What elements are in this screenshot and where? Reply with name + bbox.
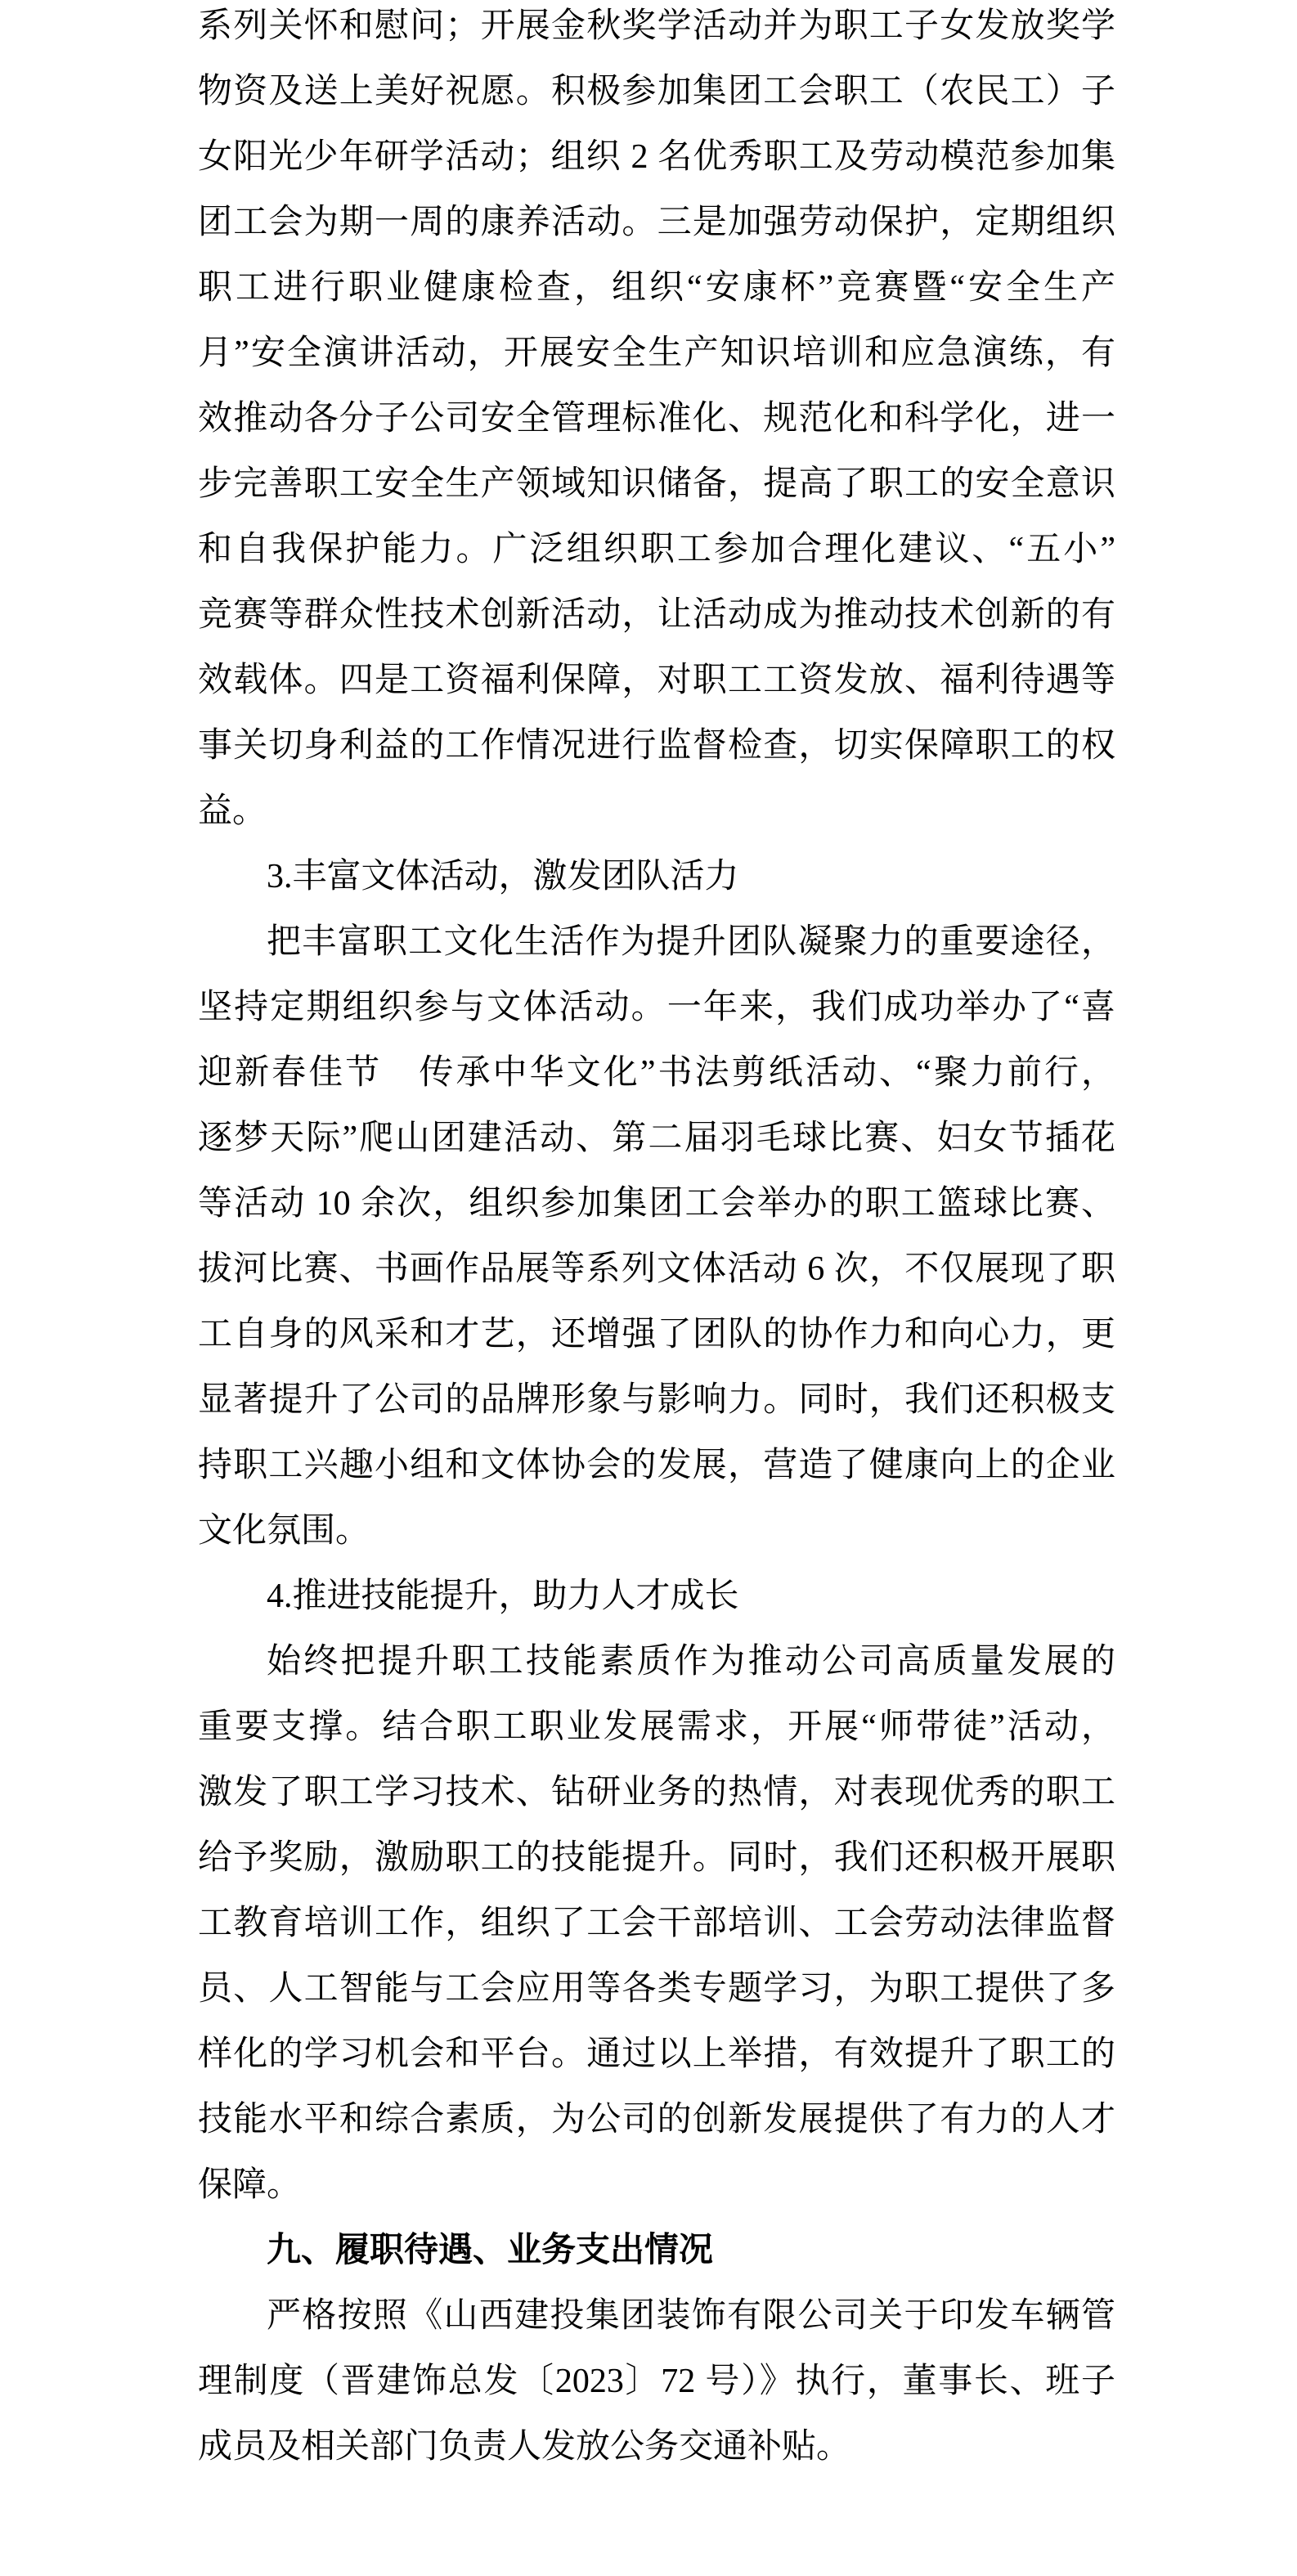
text-line: 激发了职工学习技术、钻研业务的热情，对表现优秀的职工 — [198, 1774, 1115, 1811]
text-line: 持职工兴趣小组和文体协会的发展，营造了健康向上的企业 — [198, 1447, 1115, 1484]
text-line: 拔河比赛、书画作品展等系列文体活动 6 次，不仅展现了职 — [198, 1250, 1115, 1288]
text-line: 员、人工智能与工会应用等各类专题学习，为职工提供了多 — [198, 1970, 1115, 2008]
text-line: 给予奖励，激励职工的技能提升。同时，我们还积极开展职 — [198, 1839, 1115, 1877]
text-line: 坚持定期组织参与文体活动。一年来，我们成功举办了“喜 — [198, 989, 1115, 1026]
section-heading: 九、履职待遇、业务支出情况 — [267, 2232, 714, 2269]
text-line: 效推动各分子公司安全管理标准化、规范化和科学化，进一 — [198, 400, 1115, 438]
text-line: 步完善职工安全生产领域知识储备，提高了职工的安全意识 — [198, 465, 1115, 503]
text-line: 益。 — [198, 792, 267, 830]
text-line: 月”安全演讲活动，开展安全生产知识培训和应急演练，有 — [198, 334, 1115, 372]
text-line: 工教育培训工作，组织了工会干部培训、工会劳动法律监督 — [198, 1905, 1115, 1942]
text-line: 文化氛围。 — [198, 1512, 370, 1550]
text-line: 3.丰富文体活动，激发团队活力 — [267, 858, 739, 895]
text-line: 团工会为期一周的康养活动。三是加强劳动保护，定期组织 — [198, 204, 1115, 241]
text-line: 始终把提升职工技能素质作为推动公司高质量发展的 — [267, 1643, 1115, 1681]
text-line: 4.推进技能提升，助力人才成长 — [267, 1577, 739, 1615]
text-line: 物资及送上美好祝愿。积极参加集团工会职工（农民工）子 — [198, 73, 1115, 110]
text-line: 职工进行职业健康检查，组织“安康杯”竞赛暨“安全生产 — [198, 269, 1115, 307]
text-line: 迎新春佳节 传承中华文化”书法剪纸活动、“聚力前行， — [198, 1054, 1115, 1092]
document-text — [198, 0, 1115, 2480]
text-line: 理制度（晋建饰总发〔2023〕72 号）》执行，董事长、班子 — [198, 2363, 1115, 2400]
text-line: 把丰富职工文化生活作为提升团队凝聚力的重要途径， — [267, 923, 1115, 961]
text-line: 严格按照《山西建投集团装饰有限公司关于印发车辆管 — [267, 2297, 1115, 2335]
text-line: 重要支撑。结合职工职业发展需求，开展“师带徒”活动， — [198, 1708, 1115, 1746]
text-line: 技能水平和综合素质，为公司的创新发展提供了有力的人才 — [198, 2101, 1115, 2138]
text-line: 系列关怀和慰问；开展金秋奖学活动并为职工子女发放奖学 — [198, 7, 1115, 45]
text-line: 成员及相关部门负责人发放公务交通补贴。 — [198, 2428, 851, 2466]
text-line: 女阳光少年研学活动；组织 2 名优秀职工及劳动模范参加集 — [198, 138, 1115, 176]
text-line: 保障。 — [198, 2166, 302, 2204]
text-line: 效载体。四是工资福利保障，对职工工资发放、福利待遇等 — [198, 662, 1115, 699]
text-line: 和自我保护能力。广泛组织职工参加合理化建议、“五小” — [198, 531, 1115, 568]
text-line: 竞赛等群众性技术创新活动，让活动成为推动技术创新的有 — [198, 596, 1115, 634]
text-line: 工自身的风采和才艺，还增强了团队的协作力和向心力，更 — [198, 1316, 1115, 1353]
text-line: 样化的学习机会和平台。通过以上举措，有效提升了职工的 — [198, 2035, 1115, 2073]
text-line: 等活动 10 余次，组织参加集团工会举办的职工篮球比赛、 — [198, 1185, 1115, 1223]
text-line: 显著提升了公司的品牌形象与影响力。同时，我们还积极支 — [198, 1381, 1115, 1419]
text-line: 逐梦天际”爬山团建活动、第二届羽毛球比赛、妇女节插花 — [198, 1120, 1115, 1157]
text-line: 事关切身利益的工作情况进行监督检查，切实保障职工的权 — [198, 727, 1115, 765]
